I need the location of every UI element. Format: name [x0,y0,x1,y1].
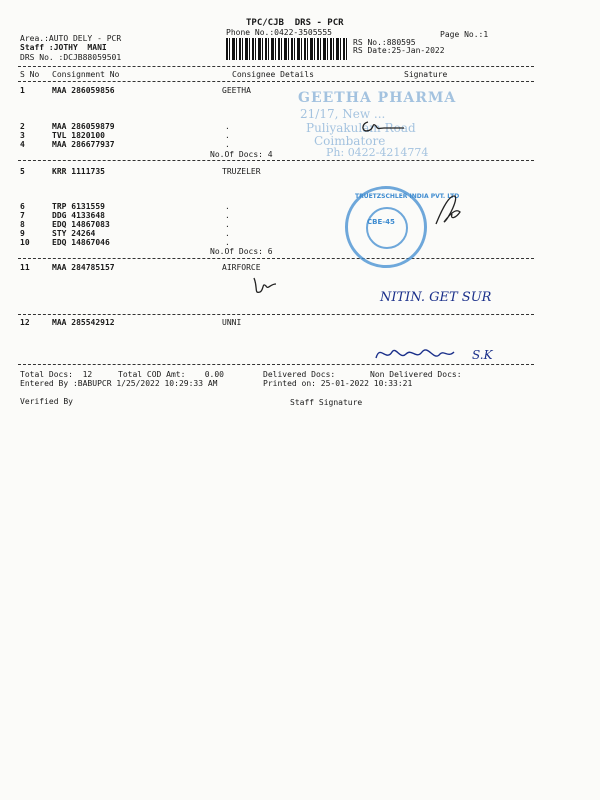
row-consignee: . [225,229,230,238]
row-consignee: . [225,122,230,131]
signature-mark [360,118,410,138]
row-sno: 6 [20,202,25,211]
row-sno: 3 [20,131,25,140]
row-consignment: KRR 1111735 [52,167,105,176]
non-delivered-docs: Non Delivered Docs: [370,370,462,379]
staff-signature-label: Staff Signature [290,398,363,407]
phone-number: Phone No.:0422-3505555 [226,28,332,37]
row-sno: 10 [20,238,30,247]
stamp-line: 21/17, New ... [300,107,386,121]
drs-number: DRS No. :DCJB88059501 [20,53,122,62]
area-label: Area.:AUTO DELY - PCR [20,34,122,43]
row-rule [18,314,534,315]
signature-mark [250,274,280,298]
row-consignee: . [225,140,230,149]
row-consignee: GEETHA [222,86,251,95]
row-consignment: MAA 284785157 [52,263,115,272]
row-sno: 11 [20,263,30,272]
col-signature: Signature [404,70,448,79]
row-consignment: MAA 285542912 [52,318,115,327]
row-sno: 12 [20,318,30,327]
col-consignee: Consignee Details [232,70,314,79]
col-consignment: Consignment No [52,70,120,79]
row-consignee: TRUZELER [222,167,261,176]
row-consignment: STY 24264 [52,229,96,238]
stamp-line: GEETHA PHARMA [298,90,457,106]
group-doc-count: No.Of Docs: 4 [210,150,273,159]
delivered-docs: Delivered Docs: [263,370,336,379]
row-consignment: EDQ 14867083 [52,220,110,229]
total-cod-amount: Total COD Amt: 0.00 [118,370,224,379]
verified-by: Verified By [20,397,73,406]
row-consignee: . [225,211,230,220]
row-sno: 4 [20,140,25,149]
seal-ring-text: TRUETZSCHLER INDIA PVT. LTD [355,193,460,200]
stamp-line: Coimbatore [314,134,386,148]
row-consignee: . [225,202,230,211]
row-sno: 1 [20,86,25,95]
entered-by: Entered By :BABUPCR 1/25/2022 10:29:33 AM [20,379,218,388]
row-consignment: EDQ 14867046 [52,238,110,247]
col-sno: S No [20,70,40,79]
signature-mark [372,340,472,368]
printed-on: Printed on: 25-01-2022 10:33:21 [263,379,413,388]
row-consignee: . [225,131,230,140]
document-title: TPC/CJB DRS - PCR [246,18,344,28]
handwritten-note: NITIN. GET SUR [380,290,492,305]
rs-number: RS No.:880595 [353,38,416,47]
row-sno: 5 [20,167,25,176]
row-sno: 7 [20,211,25,220]
row-sno: 2 [20,122,25,131]
rs-date: RS Date:25-Jan-2022 [353,46,445,55]
group-rule [18,160,534,161]
row-consignment: MAA 286059856 [52,86,115,95]
row-consignment: TRP 6131559 [52,202,105,211]
total-docs: Total Docs: 12 [20,370,93,379]
row-consignment: MAA 286059879 [52,122,115,131]
seal-center-text: CBE-45 [367,218,395,226]
row-consignment: DDG 4133648 [52,211,105,220]
stamp-line: Ph: 0422-4214774 [326,146,429,159]
group-doc-count: No.Of Docs: 6 [210,247,273,256]
staff-label: Staff :JOTHY MANI [20,43,107,52]
column-rule [18,81,534,82]
page-number: Page No.:1 [440,30,489,39]
row-consignment: MAA 286677937 [52,140,115,149]
handwritten-note: S.K [472,348,493,362]
stamp-line: Puliyakulam Road [306,121,416,135]
row-consignee: . [225,220,230,229]
row-sno: 9 [20,229,25,238]
header-rule [18,66,534,67]
row-consignee: AIRFORCE [222,263,261,272]
signature-mark [426,190,466,230]
barcode [226,38,348,60]
row-sno: 8 [20,220,25,229]
row-consignee: . [225,238,230,247]
row-consignee: UNNI [222,318,242,327]
row-consignment: TVL 1820100 [52,131,105,140]
group-rule [18,258,534,259]
